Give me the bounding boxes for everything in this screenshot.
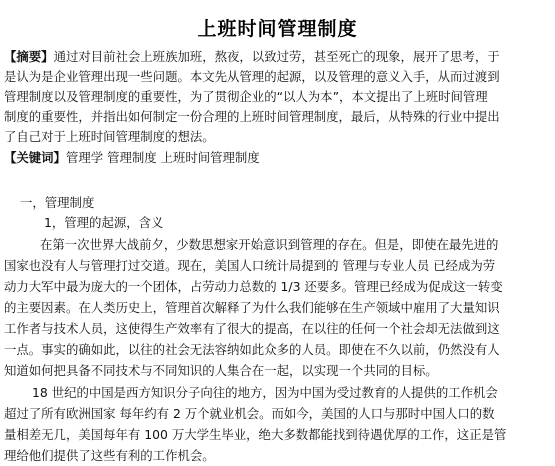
abstract-line-5: 了自己对于上班时间管理制度的想法。 [4,129,215,144]
paragraph-2-line-1: 18 世纪的中国是西方知识分子向往的地方，因为中国为受过教育的人提供的工作机会 [32,385,498,400]
paragraph-1-line-2: 国家也没有人与管理打过交道。现在，美国人口统计局提到的 管理与专业人员 已经成为劳 [4,258,496,273]
document-title: 上班时间管理制度 [197,18,358,40]
abstract-text-1: 通过对目前社会上班族加班，熬夜，以致过劳，甚至死亡的现象，展开了思考，于 [53,49,500,64]
paragraph-2-line-3: 量相差无几，美国每年有 100 万大学生毕业，绝大多数都能找到待遇优厚的工作，这正是管 [4,427,507,442]
paragraph-1-line-3: 动力大军中最为庞大的一个团体，占劳动力总数的 1/3 还要多。管理已经成为促成这一转变 [4,279,503,294]
paragraph-1-line-5: 工作者与技术人员，这使得生产效率有了很大的提高，在以往的任何一个社会却无法做到这 [4,321,500,336]
keywords-label: 【关键词】 [4,150,66,165]
abstract-line-3: 管理制度以及管理制度的重要性，为了贯彻企业的“以人为本”，本文提出了上班时间管理 [4,89,488,104]
paragraph-2-line-4: 理给他们提供了这些有利的工作机会。 [4,448,215,463]
paragraph-1-line-4: 的主要因素。在人类历史上，管理首次解释了为什么我们能够在生产领域中雇用了大量知识 [4,300,500,315]
abstract-line-4: 制度的重要性，并指出如何制定一份合理的上班时间管理制度，最后，从特殊的行业中提出 [4,109,500,124]
paragraph-1-line-1: 在第一次世界大战前夕，少数思想家开始意识到管理的存在。但是，即使在最先进的 [40,237,499,252]
section-subheading: 1，管理的起源，含义 [44,215,164,230]
paragraph-1-line-7: 知道如何把具备不同技术与不同知识的人集合在一起，以实现一个共同的目标。 [4,363,438,378]
section-heading: 一，管理制度 [20,195,95,210]
keywords-line [4,148,260,168]
paragraph-2-line-2: 超过了所有欧洲国家 每年约有 2 万个就业机会。而如今，美国的人口与那时中国人口的数 [4,406,495,421]
paragraph-1-line-6: 一点。事实的确如此，以往的社会无法容纳如此众多的人员。即使在不久以前，仍然没有人 [4,342,500,357]
keywords-text: 管理学 管理制度 上班时间管理制度 [65,150,260,165]
abstract-line-1 [4,47,500,67]
abstract-label: 【摘要】 [4,49,54,64]
abstract-line-2: 是认为是企业管理出现一些问题。本文先从管理的起源，以及管理的意义入手，从而过渡到 [4,69,500,84]
